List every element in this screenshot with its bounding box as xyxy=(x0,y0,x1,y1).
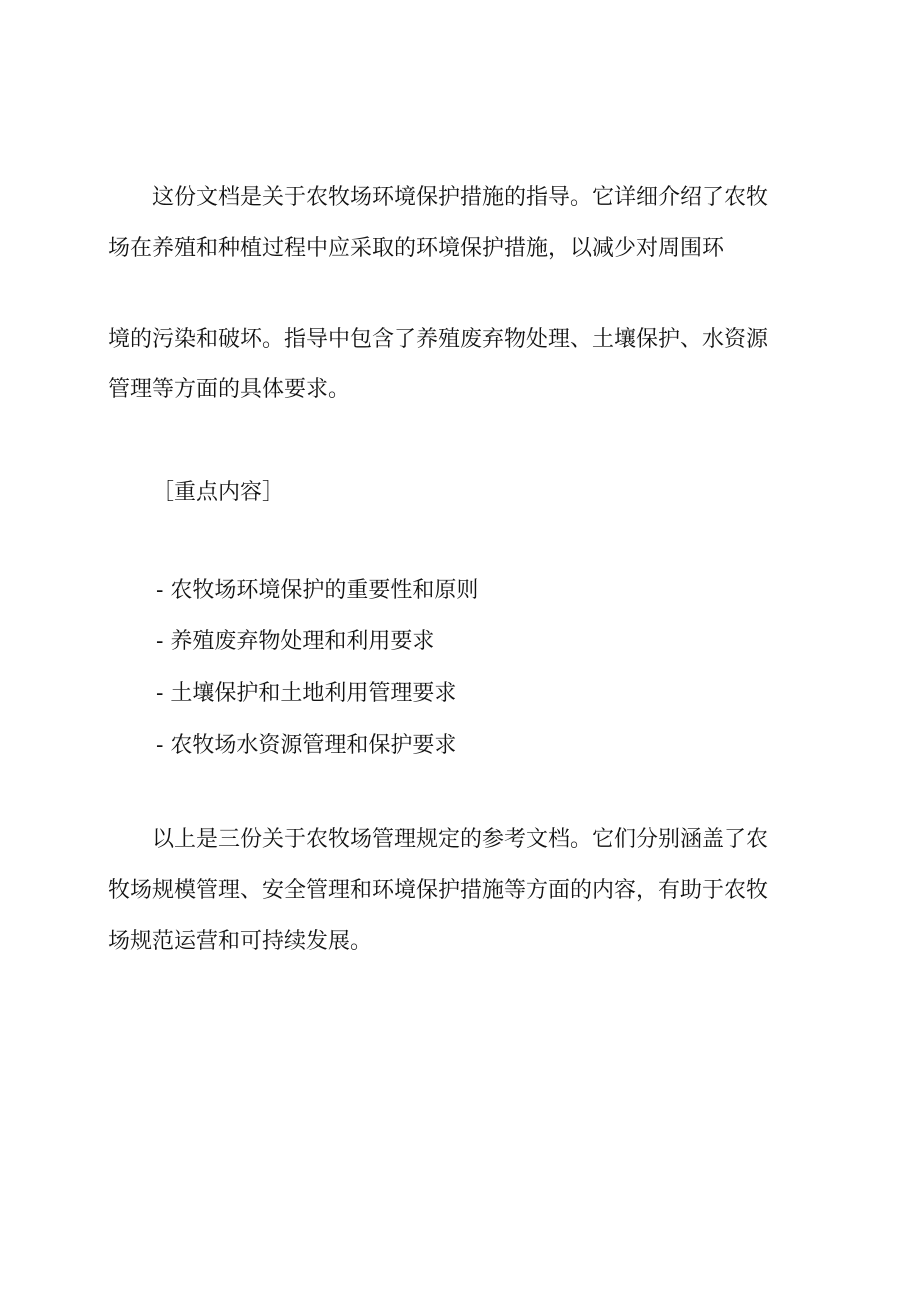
paragraph2-line2: 牧场规模管理、安全管理和环境保护措施等方面的内容，有助于农牧 xyxy=(108,878,769,903)
paragraph1-line3: 境的污染和破坏。指导中包含了养殖废弃物处理、土壤保护、水资源 xyxy=(108,327,769,352)
paragraph1-line2: 场在养殖和种植过程中应采取的环境保护措施，以减少对周围环 xyxy=(108,236,725,261)
section-heading: ［重点内容］ xyxy=(152,480,285,505)
list-item: - 养殖废弃物处理和利用要求 xyxy=(156,629,435,654)
list-item: - 农牧场水资源管理和保护要求 xyxy=(156,733,457,758)
paragraph1-line1: 这份文档是关于农牧场环境保护措施的指导。它详细介绍了农牧 xyxy=(152,185,769,210)
list-item: - 农牧场环境保护的重要性和原则 xyxy=(156,578,479,603)
paragraph2-line3: 场规范运营和可持续发展。 xyxy=(108,929,373,954)
paragraph1-line4: 管理等方面的具体要求。 xyxy=(108,377,351,402)
list-item: - 土壤保护和土地利用管理要求 xyxy=(156,681,457,706)
paragraph2-line1: 以上是三份关于农牧场管理规定的参考文档。它们分别涵盖了农 xyxy=(152,827,769,852)
